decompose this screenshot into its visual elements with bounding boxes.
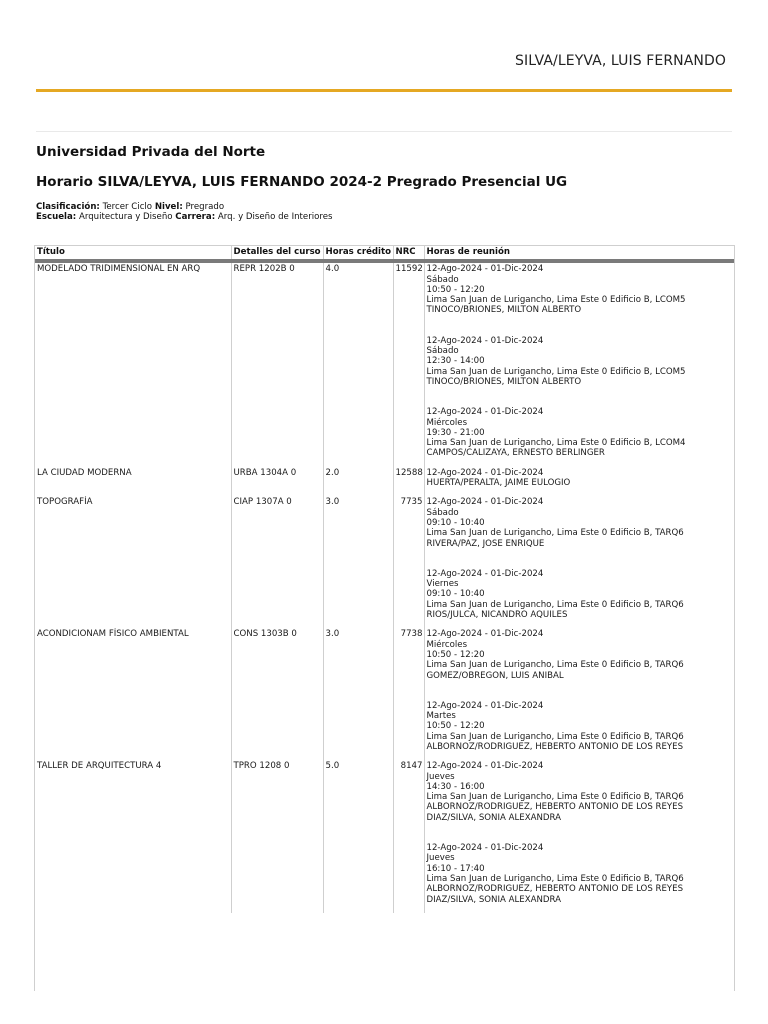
meeting-line: TINOCO/BRIONES, MILTON ALBERTO bbox=[426, 305, 582, 316]
course-credits: 5.0 bbox=[323, 760, 393, 913]
meeting-block bbox=[427, 843, 733, 905]
course-details: CONS 1303B 0 bbox=[231, 628, 323, 760]
meeting-line: 12-Ago-2024 - 01-Dic-2024 bbox=[426, 629, 544, 640]
meeting-line: 09:10 - 10:40 bbox=[426, 517, 485, 528]
course-title: TOPOGRAFÍA bbox=[35, 496, 231, 628]
table-row bbox=[35, 628, 734, 760]
course-meetings bbox=[424, 467, 734, 497]
meeting-line: 12-Ago-2024 - 01-Dic-2024 bbox=[426, 264, 544, 275]
meeting-line: Lima San Juan de Lurigancho, Lima Este 0 Edificio B, TARQ6 bbox=[426, 792, 684, 803]
meeting-line: 12-Ago-2024 - 01-Dic-2024 bbox=[426, 497, 544, 508]
meeting-line: 12-Ago-2024 - 01-Dic-2024 bbox=[426, 700, 544, 711]
escuela-value: Arquitectura y Diseño bbox=[78, 212, 173, 222]
accent-divider bbox=[36, 89, 732, 92]
col-header-credits: Horas crédito bbox=[323, 246, 393, 261]
meeting-line: 10:50 - 12:20 bbox=[426, 284, 485, 295]
meeting-line: RIOS/JULCA, NICANDRO AQUILES bbox=[426, 610, 568, 621]
meeting-line: 10:50 - 12:20 bbox=[426, 721, 485, 732]
course-details: CIAP 1307A 0 bbox=[231, 496, 323, 628]
escuela-label: Escuela: bbox=[36, 212, 77, 222]
course-credits: 4.0 bbox=[323, 261, 393, 466]
meeting-block bbox=[427, 701, 733, 752]
meeting-line: 09:10 - 10:40 bbox=[426, 589, 485, 600]
meeting-line: Lima San Juan de Lurigancho, Lima Este 0 Edificio B, TARQ6 bbox=[426, 660, 684, 671]
meeting-block bbox=[427, 468, 733, 489]
course-nrc: 12588 bbox=[393, 467, 424, 497]
meeting-line: 12-Ago-2024 - 01-Dic-2024 bbox=[426, 568, 544, 579]
schedule-table-container bbox=[34, 245, 735, 991]
clasificacion-label: Clasificación: bbox=[36, 202, 100, 212]
course-meetings bbox=[424, 496, 734, 628]
meeting-block bbox=[427, 569, 733, 620]
classification-line bbox=[36, 202, 224, 212]
schedule-title: Horario SILVA/LEYVA, LUIS FERNANDO 2024-2 Pregrado Presencial UG bbox=[36, 174, 568, 190]
meeting-line: Lima San Juan de Lurigancho, Lima Este 0 Edificio B, TARQ6 bbox=[426, 599, 684, 610]
meeting-block bbox=[427, 629, 733, 700]
course-credits: 2.0 bbox=[323, 467, 393, 497]
meeting-line: Sábado bbox=[426, 507, 459, 518]
meeting-line: Jueves bbox=[426, 771, 455, 782]
meeting-line: Miércoles bbox=[426, 417, 468, 428]
meeting-line: Lima San Juan de Lurigancho, Lima Este 0 Edificio B, TARQ6 bbox=[426, 873, 684, 884]
col-header-details: Detalles del curso bbox=[231, 246, 323, 261]
meeting-line: Lima San Juan de Lurigancho, Lima Este 0 Edificio B, TARQ6 bbox=[426, 731, 684, 742]
table-row bbox=[35, 467, 734, 497]
schedule-table bbox=[35, 246, 734, 913]
course-title: MODELADO TRIDIMENSIONAL EN ARQ bbox=[35, 261, 231, 466]
course-details: TPRO 1208 0 bbox=[231, 760, 323, 913]
course-rows bbox=[35, 261, 734, 913]
meeting-line: CAMPOS/CALIZAYA, ERNESTO BERLINGER bbox=[426, 448, 605, 459]
meeting-line: DIAZ/SILVA, SONIA ALEXANDRA bbox=[426, 894, 562, 905]
table-row bbox=[35, 496, 734, 628]
course-meetings bbox=[424, 261, 734, 466]
meeting-line: Sábado bbox=[426, 346, 459, 357]
meeting-block bbox=[427, 264, 733, 335]
meeting-line: TINOCO/BRIONES, MILTON ALBERTO bbox=[426, 376, 582, 387]
carrera-value: Arq. y Diseño de Interiores bbox=[217, 212, 333, 222]
table-header-row bbox=[35, 246, 734, 261]
meeting-line: 10:50 - 12:20 bbox=[426, 649, 485, 660]
section-divider bbox=[36, 131, 732, 132]
course-nrc: 7735 bbox=[393, 496, 424, 628]
course-meetings bbox=[424, 760, 734, 913]
student-name-header: SILVA/LEYVA, LUIS FERNANDO bbox=[515, 53, 726, 69]
meeting-line: Lima San Juan de Lurigancho, Lima Este 0 Edificio B, LCOM5 bbox=[426, 366, 686, 377]
meeting-block bbox=[427, 407, 733, 458]
meeting-line: Lima San Juan de Lurigancho, Lima Este 0 Edificio B, TARQ6 bbox=[426, 528, 684, 539]
university-name: Universidad Privada del Norte bbox=[36, 144, 266, 160]
table-row bbox=[35, 760, 734, 913]
meeting-line: Jueves bbox=[426, 853, 455, 864]
col-header-title: Título bbox=[35, 246, 231, 261]
meeting-line: ALBORNOZ/RODRIGUEZ, HEBERTO ANTONIO DE LOS REYES bbox=[426, 741, 684, 752]
meeting-line: DIAZ/SILVA, SONIA ALEXANDRA bbox=[426, 812, 562, 823]
meeting-line: RIVERA/PAZ, JOSE ENRIQUE bbox=[426, 538, 545, 549]
course-title: TALLER DE ARQUITECTURA 4 bbox=[35, 760, 231, 913]
course-nrc: 8147 bbox=[393, 760, 424, 913]
school-line bbox=[36, 212, 333, 222]
table-row bbox=[35, 261, 734, 466]
course-details: REPR 1202B 0 bbox=[231, 261, 323, 466]
clasificacion-value: Tercer Ciclo bbox=[102, 202, 153, 212]
meeting-line: 12-Ago-2024 - 01-Dic-2024 bbox=[426, 761, 544, 772]
meeting-block bbox=[427, 497, 733, 568]
meeting-line: ALBORNOZ/RODRIGUEZ, HEBERTO ANTONIO DE LOS REYES bbox=[426, 884, 684, 895]
meeting-line: 16:10 - 17:40 bbox=[426, 863, 485, 874]
course-title: ACONDICIONAM FÍSICO AMBIENTAL bbox=[35, 628, 231, 760]
col-header-nrc: NRC bbox=[393, 246, 424, 261]
col-header-meeting-hours: Horas de reunión bbox=[424, 246, 734, 261]
carrera-label: Carrera: bbox=[175, 212, 216, 222]
meeting-line: 19:30 - 21:00 bbox=[426, 427, 485, 438]
course-credits: 3.0 bbox=[323, 496, 393, 628]
nivel-label: Nivel: bbox=[154, 202, 183, 212]
course-nrc: 11592 bbox=[393, 261, 424, 466]
meeting-line: 14:30 - 16:00 bbox=[426, 781, 485, 792]
meeting-line: Lima San Juan de Lurigancho, Lima Este 0 Edificio B, LCOM4 bbox=[426, 438, 686, 449]
meeting-line: 12-Ago-2024 - 01-Dic-2024 bbox=[426, 335, 544, 346]
meeting-line: 12-Ago-2024 - 01-Dic-2024 bbox=[426, 407, 544, 418]
meeting-line: HUERTA/PERALTA, JAIME EULOGIO bbox=[426, 478, 571, 489]
meeting-line: GOMEZ/OBREGON, LUIS ANIBAL bbox=[426, 670, 564, 681]
meeting-line: Miércoles bbox=[426, 639, 468, 650]
meeting-line: Lima San Juan de Lurigancho, Lima Este 0 Edificio B, LCOM5 bbox=[426, 295, 686, 306]
meeting-line: Viernes bbox=[426, 579, 459, 590]
course-credits: 3.0 bbox=[323, 628, 393, 760]
nivel-value: Pregrado bbox=[185, 202, 225, 212]
meeting-line: 12-Ago-2024 - 01-Dic-2024 bbox=[426, 843, 544, 854]
meeting-line: ALBORNOZ/RODRIGUEZ, HEBERTO ANTONIO DE LOS REYES bbox=[426, 802, 684, 813]
course-details: URBA 1304A 0 bbox=[231, 467, 323, 497]
course-nrc: 7738 bbox=[393, 628, 424, 760]
meeting-line: 12:30 - 14:00 bbox=[426, 356, 485, 367]
meeting-block bbox=[427, 761, 733, 843]
meeting-line: 12-Ago-2024 - 01-Dic-2024 bbox=[426, 467, 544, 478]
meeting-block bbox=[427, 336, 733, 407]
meeting-line: Sábado bbox=[426, 274, 459, 285]
course-title: LA CIUDAD MODERNA bbox=[35, 467, 231, 497]
meeting-line: Martes bbox=[426, 711, 456, 722]
course-meetings bbox=[424, 628, 734, 760]
